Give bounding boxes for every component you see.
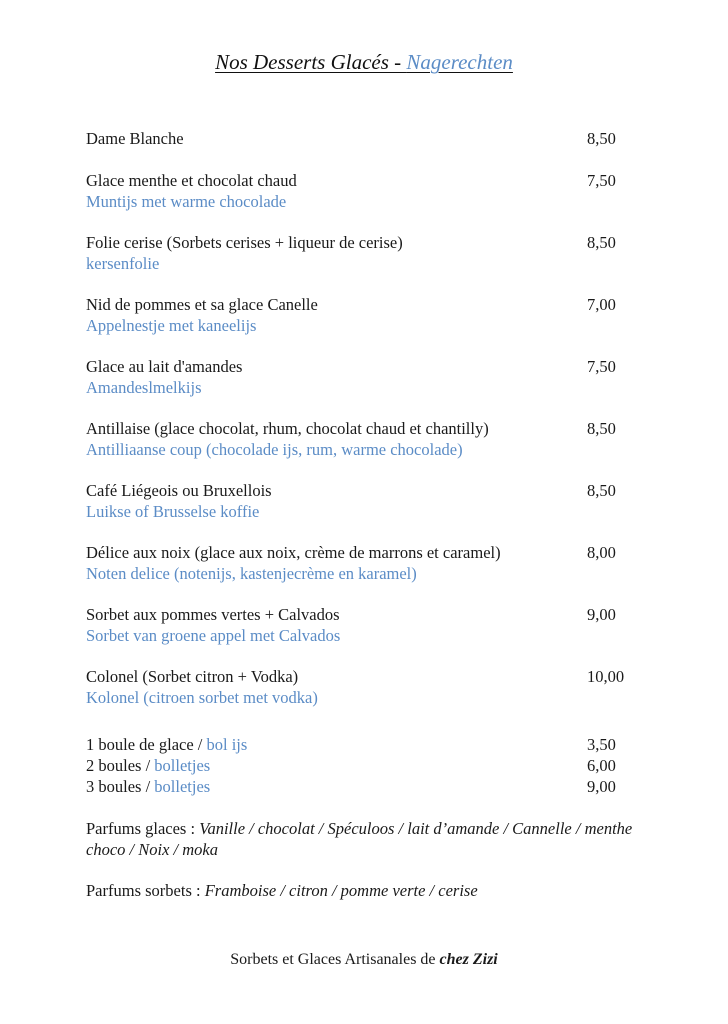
menu-item-translation: Luikse of Brusselse koffie — [86, 502, 260, 521]
scoop-label: 2 boules / — [86, 756, 155, 775]
ice-flavors-label: Parfums glaces : — [86, 819, 200, 838]
footer-text: Sorbets et Glaces Artisanales de — [230, 951, 440, 968]
menu-item-name: Antillaise (glace chocolat, rhum, chocolat chaud et chantilly) — [86, 419, 489, 438]
menu-item-name: Glace au lait d'amandes — [86, 357, 243, 376]
menu-item-price: 10,00 — [587, 667, 625, 686]
page-title — [0, 50, 728, 75]
menu-item-name: Sorbet aux pommes vertes + Calvados — [86, 605, 340, 624]
scoop-label: 1 boule de glace / — [86, 735, 207, 754]
menu-item-price: 8,50 — [587, 481, 616, 500]
scoop-translation: bolletjes — [154, 756, 211, 775]
menu-item-name: Nid de pommes et sa glace Canelle — [86, 295, 318, 314]
scoop-option — [86, 735, 247, 755]
scoop-price: 6,00 — [587, 756, 616, 775]
title-french: Nos Desserts Glacés - — [215, 50, 407, 74]
title-dutch: Nagerechten — [406, 50, 513, 74]
scoop-price: 3,50 — [587, 735, 616, 754]
menu-item-name: Folie cerise (Sorbets cerises + liqueur de cerise) — [86, 233, 403, 252]
menu-item-translation: Antilliaanse coup (chocolade ijs, rum, warme chocolade) — [86, 440, 463, 459]
scoop-translation: bolletjes — [154, 777, 211, 796]
footer — [0, 951, 728, 969]
footer-brand: chez Zizi — [439, 951, 498, 968]
menu-item-name: Dame Blanche — [86, 129, 184, 148]
menu-item-name: Glace menthe et chocolat chaud — [86, 171, 297, 190]
menu-item-translation: Sorbet van groene appel met Calvados — [86, 626, 341, 645]
ice-flavors-list: Vanille / chocolat / Spéculoos / lait d’amande / Cannelle / menthe choco / Noix / moka — [86, 819, 633, 859]
scoop-translation: bol ijs — [206, 735, 248, 754]
menu-item-translation: Appelnestje met kaneelijs — [86, 316, 257, 335]
menu-item-translation: Muntijs met warme chocolade — [86, 192, 287, 211]
menu-item-translation: Noten delice (notenijs, kastenjecrème en karamel) — [86, 564, 417, 583]
menu-item-translation: Amandeslmelkijs — [86, 378, 202, 397]
scoop-option — [86, 756, 210, 776]
menu-item-price: 7,50 — [587, 357, 616, 376]
menu-item-price: 8,50 — [587, 129, 616, 148]
scoop-option — [86, 777, 210, 797]
menu-item-name: Délice aux noix (glace aux noix, crème de marrons et caramel) — [86, 543, 501, 562]
menu-item-price: 9,00 — [587, 605, 616, 624]
menu-item-name: Café Liégeois ou Bruxellois — [86, 481, 272, 500]
menu-item-price: 8,00 — [587, 543, 616, 562]
sorbet-flavors — [86, 880, 646, 901]
sorbet-flavors-label: Parfums sorbets : — [86, 881, 205, 900]
sorbet-flavors-list: Framboise / citron / pomme verte / cerise — [204, 881, 478, 900]
scoop-price: 9,00 — [587, 777, 616, 796]
menu-item-price: 8,50 — [587, 419, 616, 438]
menu-item-price: 7,50 — [587, 171, 616, 190]
scoop-label: 3 boules / — [86, 777, 155, 796]
menu-item-price: 7,00 — [587, 295, 616, 314]
menu-item-translation: kersenfolie — [86, 254, 160, 273]
menu-item-name: Colonel (Sorbet citron + Vodka) — [86, 667, 299, 686]
menu-item-translation: Kolonel (citroen sorbet met vodka) — [86, 688, 318, 707]
menu-item-price: 8,50 — [587, 233, 616, 252]
ice-flavors — [86, 818, 646, 860]
